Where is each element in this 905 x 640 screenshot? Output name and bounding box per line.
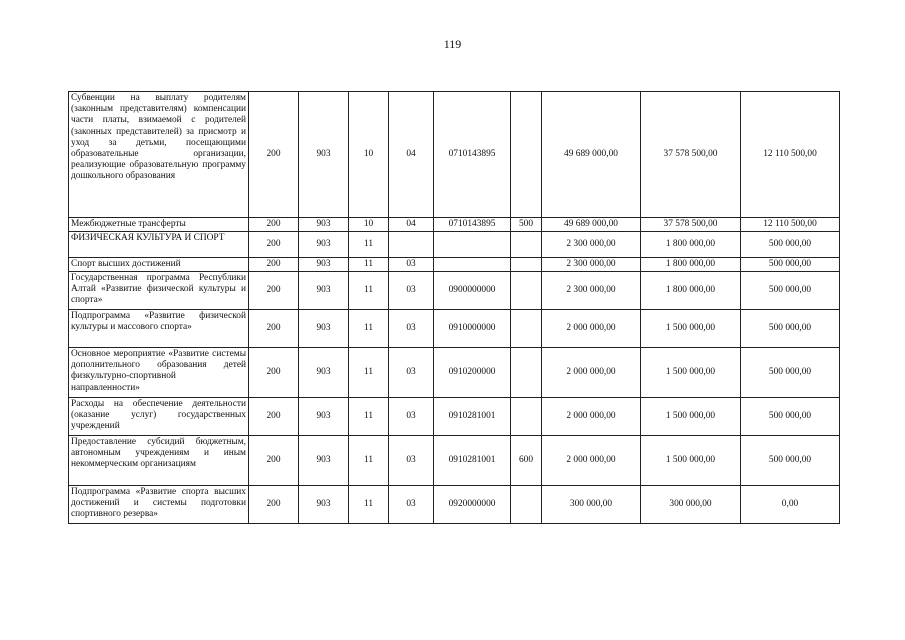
row-admin: 200 — [249, 232, 299, 258]
row-sum-1: 2 000 000,00 — [542, 398, 641, 436]
row-target: 0910281001 — [434, 398, 511, 436]
row-target: 0910200000 — [434, 348, 511, 398]
row-chapter: 903 — [299, 232, 349, 258]
row-expense-type: 500 — [511, 218, 542, 232]
row-name: Субвенции на выплату родителям (законным представителям) компенсации части платы, взимаемой с родителей (законных представителей) за присмотр и уход за детьми, посещающими образовательные организации, реализующие образовательную программу дошкольного образования — [69, 92, 249, 218]
row-sum-3: 500 000,00 — [741, 398, 840, 436]
row-admin: 200 — [249, 436, 299, 486]
table-row — [69, 218, 840, 232]
row-sum-2: 1 800 000,00 — [641, 232, 741, 258]
row-name: Спорт высших достижений — [69, 258, 249, 272]
row-sum-2: 1 500 000,00 — [641, 348, 741, 398]
row-admin: 200 — [249, 258, 299, 272]
row-expense-type — [511, 310, 542, 348]
row-chapter: 903 — [299, 486, 349, 524]
row-admin: 200 — [249, 348, 299, 398]
row-target — [434, 258, 511, 272]
row-name: Государственная программа Республики Алтай «Развитие физической культуры и спорта» — [69, 272, 249, 310]
row-sum-2: 37 578 500,00 — [641, 92, 741, 218]
row-admin: 200 — [249, 218, 299, 232]
row-sum-3: 500 000,00 — [741, 258, 840, 272]
row-expense-type — [511, 398, 542, 436]
budget-table — [68, 91, 840, 524]
row-chapter: 903 — [299, 218, 349, 232]
row-name: Расходы на обеспечение деятельности (оказание услуг) государственных учреждений — [69, 398, 249, 436]
row-expense-type — [511, 486, 542, 524]
row-subsection: 03 — [389, 272, 434, 310]
row-section: 11 — [349, 486, 389, 524]
page-number: 119 — [443, 37, 462, 51]
table-row — [69, 258, 840, 272]
table-row — [69, 486, 840, 524]
row-subsection: 03 — [389, 436, 434, 486]
row-admin: 200 — [249, 310, 299, 348]
row-section: 11 — [349, 258, 389, 272]
row-subsection: 04 — [389, 92, 434, 218]
row-name: Предоставление субсидий бюджетным, автономным учреждениям и иным некоммерческим организациям — [69, 436, 249, 486]
row-name: Подпрограмма «Развитие спорта высших достижений и системы подготовки спортивного резерва» — [69, 486, 249, 524]
row-sum-3: 500 000,00 — [741, 232, 840, 258]
row-chapter: 903 — [299, 258, 349, 272]
row-section: 10 — [349, 218, 389, 232]
row-expense-type — [511, 258, 542, 272]
row-sum-2: 1 500 000,00 — [641, 310, 741, 348]
row-admin: 200 — [249, 486, 299, 524]
row-target — [434, 232, 511, 258]
row-target: 0900000000 — [434, 272, 511, 310]
row-sum-3: 12 110 500,00 — [741, 218, 840, 232]
row-sum-1: 49 689 000,00 — [542, 92, 641, 218]
row-section: 11 — [349, 310, 389, 348]
row-expense-type — [511, 348, 542, 398]
row-sum-1: 2 000 000,00 — [542, 436, 641, 486]
row-chapter: 903 — [299, 310, 349, 348]
row-sum-3: 500 000,00 — [741, 348, 840, 398]
row-expense-type — [511, 272, 542, 310]
row-sum-1: 2 000 000,00 — [542, 310, 641, 348]
row-expense-type: 600 — [511, 436, 542, 486]
row-target: 0910281001 — [434, 436, 511, 486]
row-sum-3: 500 000,00 — [741, 436, 840, 486]
row-admin: 200 — [249, 398, 299, 436]
row-sum-1: 2 300 000,00 — [542, 232, 641, 258]
row-chapter: 903 — [299, 92, 349, 218]
row-target: 0910000000 — [434, 310, 511, 348]
row-section: 11 — [349, 232, 389, 258]
row-name: ФИЗИЧЕСКАЯ КУЛЬТУРА И СПОРТ — [69, 232, 249, 258]
table-row — [69, 272, 840, 310]
row-chapter: 903 — [299, 272, 349, 310]
row-target: 0920000000 — [434, 486, 511, 524]
row-name: Межбюджетные трансферты — [69, 218, 249, 232]
row-subsection: 03 — [389, 398, 434, 436]
table-row — [69, 232, 840, 258]
row-section: 10 — [349, 92, 389, 218]
row-expense-type — [511, 232, 542, 258]
row-section: 11 — [349, 436, 389, 486]
row-sum-1: 2 000 000,00 — [542, 348, 641, 398]
row-sum-1: 300 000,00 — [542, 486, 641, 524]
row-chapter: 903 — [299, 348, 349, 398]
row-chapter: 903 — [299, 436, 349, 486]
row-sum-3: 500 000,00 — [741, 272, 840, 310]
table-row — [69, 398, 840, 436]
row-sum-2: 37 578 500,00 — [641, 218, 741, 232]
row-sum-3: 12 110 500,00 — [741, 92, 840, 218]
row-sum-3: 500 000,00 — [741, 310, 840, 348]
row-subsection: 03 — [389, 258, 434, 272]
table-row — [69, 92, 840, 218]
row-sum-2: 1 800 000,00 — [641, 258, 741, 272]
row-sum-1: 49 689 000,00 — [542, 218, 641, 232]
row-subsection: 04 — [389, 218, 434, 232]
row-sum-1: 2 300 000,00 — [542, 258, 641, 272]
row-chapter: 903 — [299, 398, 349, 436]
row-subsection: 03 — [389, 348, 434, 398]
table-row — [69, 310, 840, 348]
row-sum-2: 300 000,00 — [641, 486, 741, 524]
row-sum-2: 1 500 000,00 — [641, 436, 741, 486]
table-row — [69, 436, 840, 486]
table-row — [69, 348, 840, 398]
row-sum-1: 2 300 000,00 — [542, 272, 641, 310]
row-admin: 200 — [249, 272, 299, 310]
row-section: 11 — [349, 272, 389, 310]
row-name: Основное мероприятие «Развитие системы дополнительного образования детей физкультурно-спортивной направленности» — [69, 348, 249, 398]
row-target: 0710143895 — [434, 92, 511, 218]
row-expense-type — [511, 92, 542, 218]
row-sum-2: 1 800 000,00 — [641, 272, 741, 310]
row-sum-2: 1 500 000,00 — [641, 398, 741, 436]
row-subsection: 03 — [389, 486, 434, 524]
row-subsection — [389, 232, 434, 258]
row-name: Подпрограмма «Развитие физической культуры и массового спорта» — [69, 310, 249, 348]
row-section: 11 — [349, 398, 389, 436]
row-sum-3: 0,00 — [741, 486, 840, 524]
row-subsection: 03 — [389, 310, 434, 348]
row-admin: 200 — [249, 92, 299, 218]
row-section: 11 — [349, 348, 389, 398]
row-target: 0710143895 — [434, 218, 511, 232]
